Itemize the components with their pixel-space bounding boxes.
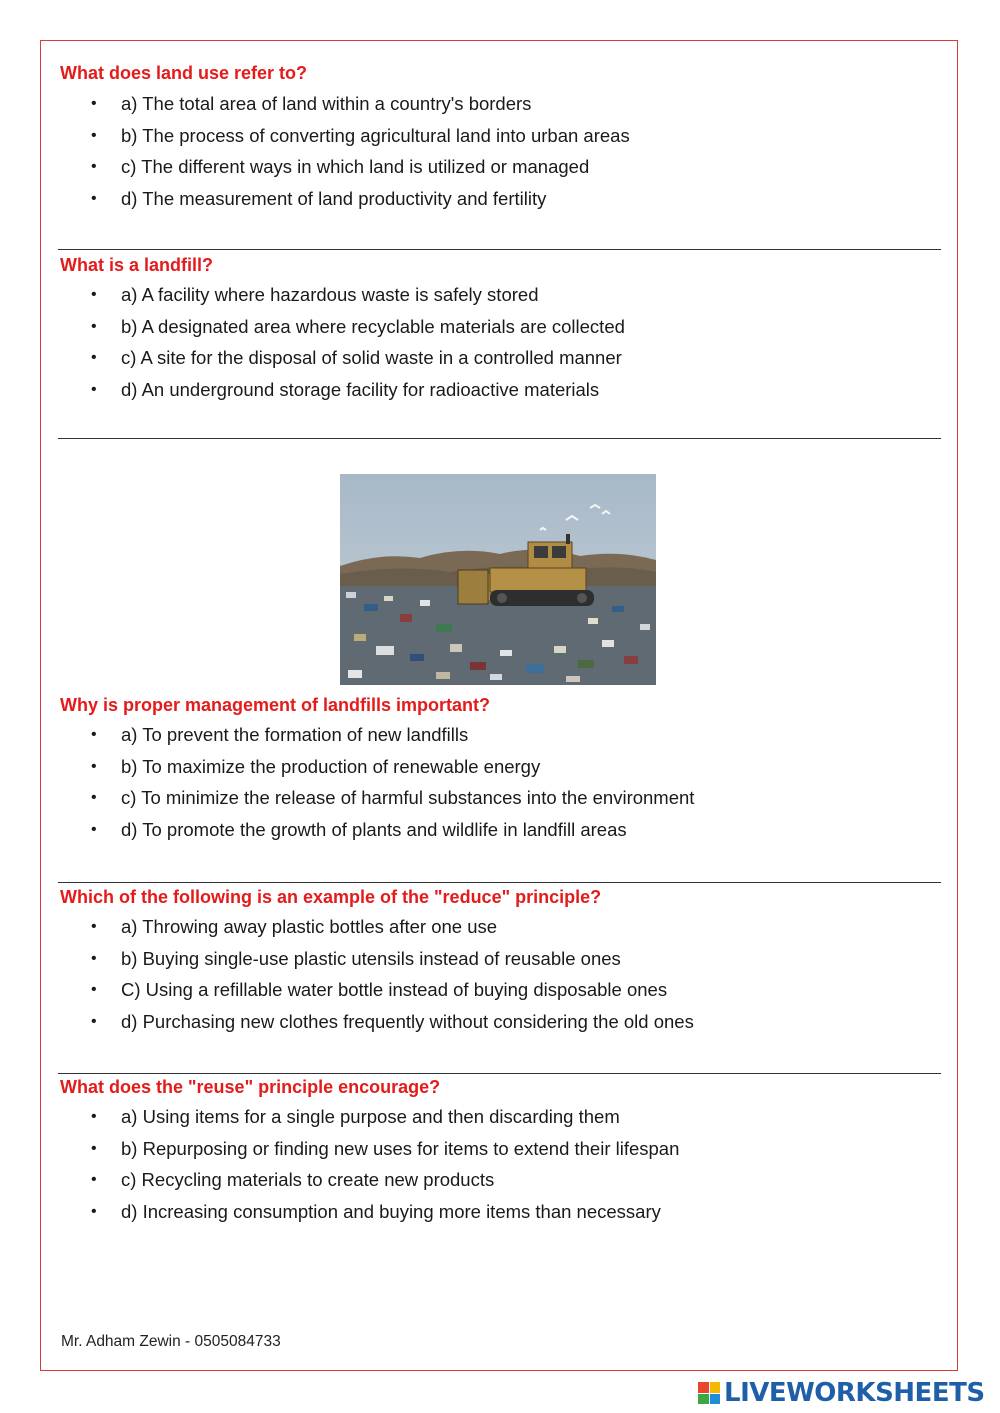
question-title: What does the "reuse" principle encourage? xyxy=(60,1077,441,1097)
question-title: What does land use refer to? xyxy=(60,63,308,83)
landfill-bulldozer-image xyxy=(340,474,656,685)
question-5 xyxy=(60,1076,940,1227)
option-d[interactable]: • d) Increasing consumption and buying more items than necessary xyxy=(60,1196,940,1228)
liveworksheets-brand[interactable] xyxy=(698,1378,985,1408)
liveworksheets-logo-icon xyxy=(698,1382,720,1404)
options-list xyxy=(60,1101,940,1227)
option-c[interactable]: • c) To minimize the release of harmful substances into the environment xyxy=(60,782,940,814)
question-title: Why is proper management of landfills important? xyxy=(60,695,491,715)
divider xyxy=(58,249,941,250)
divider xyxy=(58,1073,941,1074)
question-title: What is a landfill? xyxy=(60,255,214,275)
question-3 xyxy=(60,694,940,845)
option-b[interactable]: • b) Buying single-use plastic utensils instead of reusable ones xyxy=(60,943,940,975)
option-c[interactable]: • c) Recycling materials to create new products xyxy=(60,1164,940,1196)
options-list xyxy=(60,911,940,1037)
option-d[interactable]: • d) The measurement of land productivity and fertility xyxy=(60,183,940,215)
option-d[interactable]: • d) To promote the growth of plants and wildlife in landfill areas xyxy=(60,814,940,846)
options-list xyxy=(60,88,940,214)
question-2 xyxy=(60,254,940,405)
option-b[interactable]: • b) Repurposing or finding new uses for items to extend their lifespan xyxy=(60,1133,940,1165)
option-a[interactable]: • a) The total area of land within a country's borders xyxy=(60,88,940,120)
option-d[interactable]: • d) An underground storage facility for radioactive materials xyxy=(60,374,940,406)
option-c[interactable]: • c) The different ways in which land is utilized or managed xyxy=(60,151,940,183)
option-a[interactable]: • a) To prevent the formation of new landfills xyxy=(60,719,940,751)
option-b[interactable]: • b) The process of converting agricultural land into urban areas xyxy=(60,120,940,152)
option-c[interactable]: • C) Using a refillable water bottle instead of buying disposable ones xyxy=(60,974,940,1006)
author-footer: Mr. Adham Zewin - 0505084733 xyxy=(61,1333,281,1350)
options-list xyxy=(60,279,940,405)
brand-name: LIVEWORKSHEETS xyxy=(724,1378,985,1408)
option-a[interactable]: • a) Using items for a single purpose and then discarding them xyxy=(60,1101,940,1133)
options-list xyxy=(60,719,940,845)
option-c[interactable]: • c) A site for the disposal of solid waste in a controlled manner xyxy=(60,342,940,374)
option-d[interactable]: • d) Purchasing new clothes frequently without considering the old ones xyxy=(60,1006,940,1038)
option-a[interactable]: • a) A facility where hazardous waste is safely stored xyxy=(60,279,940,311)
option-b[interactable]: • b) To maximize the production of renewable energy xyxy=(60,751,940,783)
option-b[interactable]: • b) A designated area where recyclable materials are collected xyxy=(60,311,940,343)
option-a[interactable]: • a) Throwing away plastic bottles after one use xyxy=(60,911,940,943)
divider xyxy=(58,438,941,439)
question-4 xyxy=(60,886,940,1037)
question-1 xyxy=(60,62,940,214)
question-title: Which of the following is an example of the "reduce" principle? xyxy=(60,887,602,907)
divider xyxy=(58,882,941,883)
